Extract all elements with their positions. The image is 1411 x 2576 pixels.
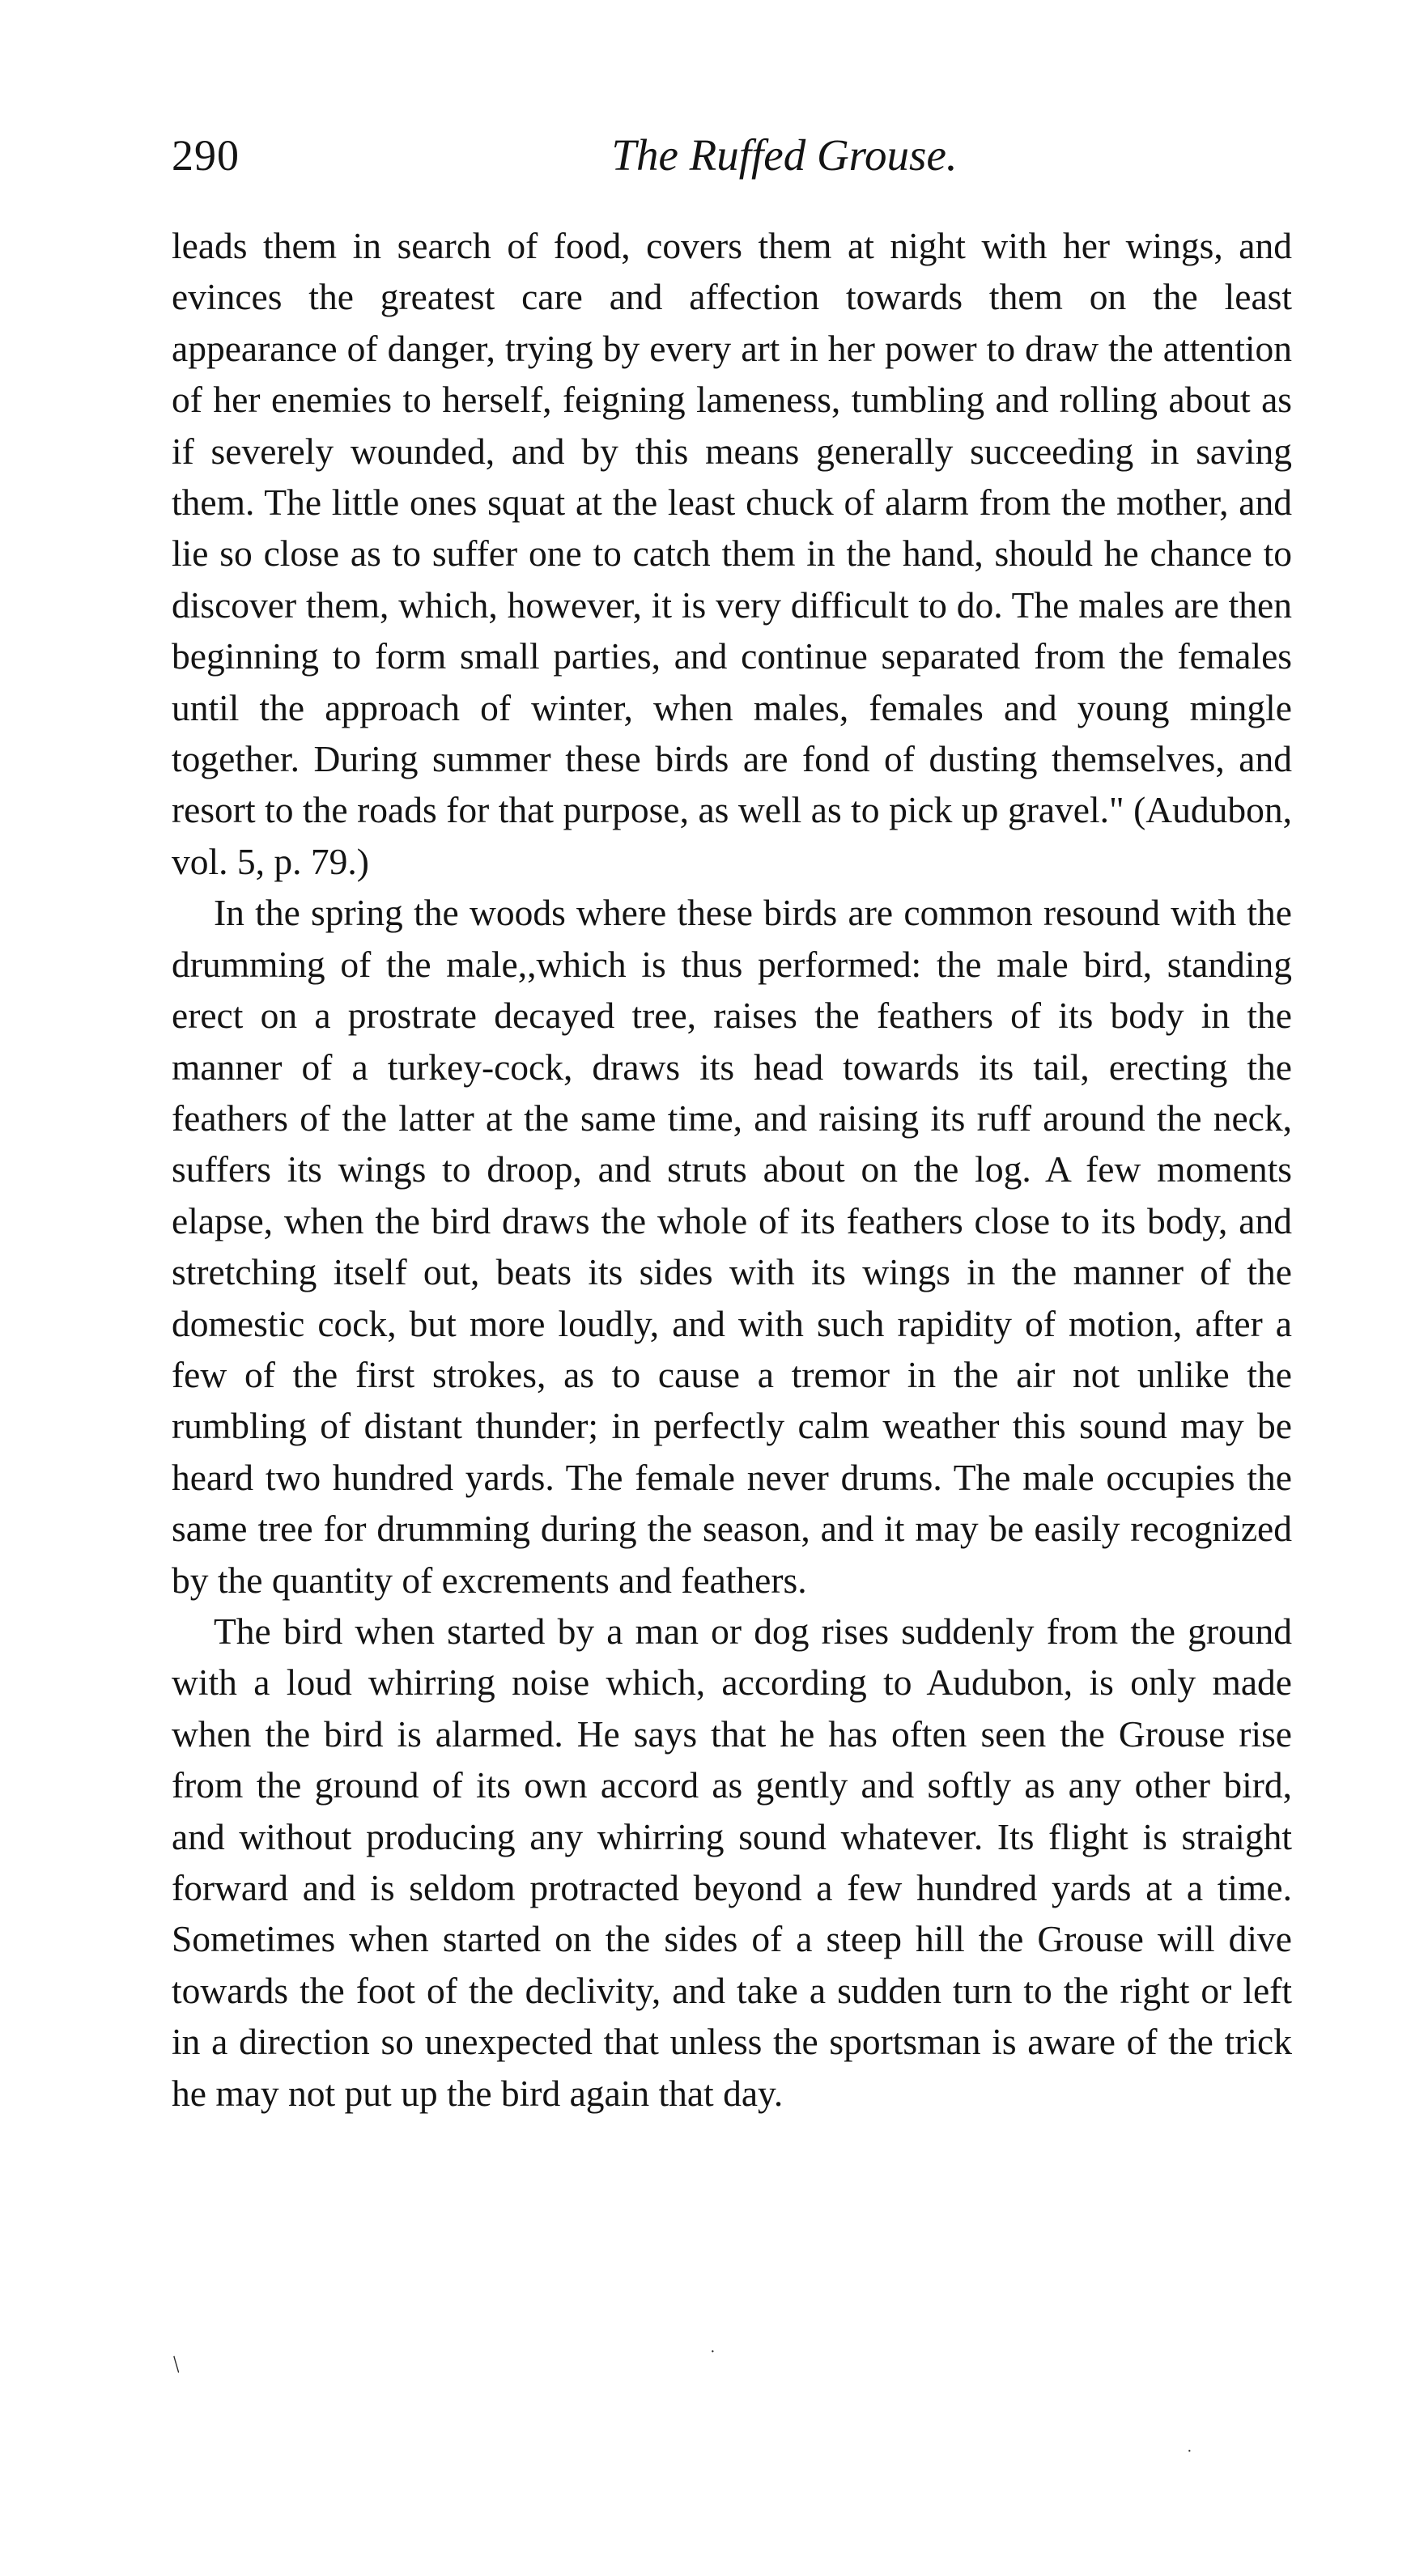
paragraph-flight: The bird when started by a man or dog rises suddenly from the ground with a loud whirring noise which, according to Audubon, is only made when the bird is alarmed. He says that he has often seen the Grouse rise from the ground of its own accord as gently and softly as any other bird, and without producing any whirring sound whatever. Its flight is straight forward and is seldom protracted beyond a few hundred yards at a time. Sometimes when started on the sides of a steep hill the Grouse will dive towards the foot of the declivity, and take a sudden turn to the right or left in a direction so unexpected that unless the sportsman is aware of the trick he may not put up the bird again that day. <box>172 1610 1292 2114</box>
paragraph-drumming: In the spring the woods where these birds are common resound with the drumming of the male,,which is thus performed: the male bird, standing erect on a prostrate decayed tree, raises the feathers of its body in the manner of a turkey-cock, draws its head towards its tail, erecting the feathers of the latter at the same time, and raising its ruff around the neck, suffers its wings to droop, and struts about on the log. A few moments elapse, when the bird draws the whole of its feathers close to its body, and stretching itself out, beats its sides with its wings in the manner of the domestic cock, but more loudly, and with such rapidity of motion, after a few of the first strokes, as to cause a tremor in the air not unlike the rumbling of distant thunder; in perfectly calm weather this sound may be heard two hundred yards. The female never drums. The male occupies the same tree for drumming during the season, and it may be easily recognized by the quantity of excrements and feathers. <box>172 892 1292 1601</box>
print-speck: · <box>710 2343 716 2361</box>
body-text <box>172 220 1292 2119</box>
running-title: The Ruffed Grouse. <box>611 130 958 180</box>
print-speck: / <box>166 2351 187 2378</box>
paragraph-continued: leads them in search of food, covers them at night with her wings, and evinces the greatest care and affection towards them on the least appearance of danger, trying by every art in her power to draw the attention of her enemies to herself, feigning lameness, tumbling and rolling about as if severely wounded, and by this means generally succeeding in saving them. The little ones squat at the least chuck of alarm from the mother, and lie so close as to suffer one to catch them in the hand, should he chance to discover them, which, however, it is very difficult to do. The males are then beginning to form small parties, and continue separated from the females until the approach of winter, when males, females and young mingle together. During summer these birds are fond of dusting themselves, and resort to the roads for that purpose, as well as to pick up gravel." (Audubon, vol. 5, p. 79.) <box>172 225 1292 882</box>
running-head <box>172 123 1292 188</box>
page-number: 290 <box>172 131 240 180</box>
print-speck: · <box>1187 2442 1192 2460</box>
